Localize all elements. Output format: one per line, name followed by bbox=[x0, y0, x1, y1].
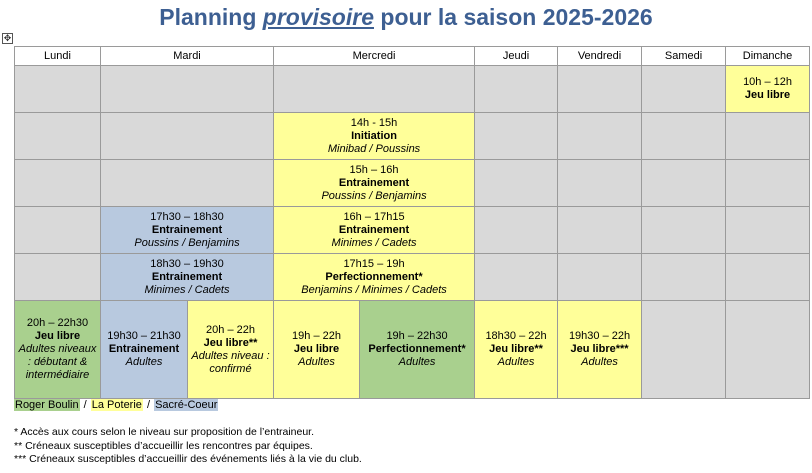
empty-slot bbox=[726, 160, 810, 207]
slot-time: 18h30 – 19h30 bbox=[150, 257, 224, 270]
slot-time: 14h - 15h bbox=[350, 116, 398, 129]
slot-title: Entrainement bbox=[151, 270, 223, 283]
empty-slot bbox=[642, 254, 726, 301]
empty-slot bbox=[475, 66, 558, 113]
empty-slot bbox=[475, 207, 558, 254]
table-row bbox=[15, 254, 810, 301]
slot-mercredi-entrainement-2 bbox=[274, 207, 475, 254]
empty-slot bbox=[558, 254, 642, 301]
day-header-mercredi: Mercredi bbox=[274, 47, 475, 66]
slot-group: Adultes bbox=[125, 356, 163, 368]
slot-time: 19h30 – 22h bbox=[568, 330, 631, 342]
slot-time: 19h – 22h bbox=[292, 330, 341, 342]
slot-group: Minimes / Cadets bbox=[144, 283, 230, 296]
slot-mercredi-jeu-libre bbox=[274, 301, 360, 399]
footnotes bbox=[14, 426, 362, 467]
slot-time: 20h – 22h30 bbox=[26, 317, 89, 329]
slot-title: Entrainement bbox=[338, 176, 410, 189]
venue-legend bbox=[14, 399, 218, 412]
slot-mardi-entrainement-2 bbox=[101, 254, 274, 301]
empty-slot bbox=[274, 66, 475, 113]
legend-separator: / bbox=[80, 399, 90, 411]
day-header-samedi: Samedi bbox=[642, 47, 726, 66]
page-title: Planning provisoire pour la saison 2025-2026 bbox=[159, 4, 653, 30]
day-header-lundi: Lundi bbox=[15, 47, 101, 66]
empty-slot bbox=[642, 66, 726, 113]
slot-title: Entrainement bbox=[108, 343, 180, 355]
slot-title: Initiation bbox=[351, 129, 397, 142]
empty-slot bbox=[15, 254, 101, 301]
slot-group: Minibad / Poussins bbox=[327, 142, 421, 155]
slot-time: 17h15 – 19h bbox=[343, 257, 405, 270]
empty-slot bbox=[101, 66, 274, 113]
empty-slot bbox=[642, 160, 726, 207]
slot-group: Minimes / Cadets bbox=[331, 236, 417, 249]
empty-slot bbox=[101, 113, 274, 160]
table-row bbox=[15, 113, 810, 160]
slot-group: Adultes niveau : confirmé bbox=[191, 349, 270, 375]
table-move-handle-icon[interactable]: ✥ bbox=[3, 33, 12, 43]
day-header-dimanche: Dimanche bbox=[726, 47, 810, 66]
slot-dimanche-jeu-libre bbox=[726, 66, 810, 113]
footnote: * Accès aux cours selon le niveau sur proposition de l’entraineur. bbox=[14, 426, 315, 438]
table-row bbox=[15, 301, 810, 399]
day-header-vendredi: Vendredi bbox=[558, 47, 642, 66]
empty-slot bbox=[726, 207, 810, 254]
slot-title: Perfectionnement* bbox=[368, 343, 466, 355]
empty-slot bbox=[15, 160, 101, 207]
slot-jeudi-jeu-libre bbox=[475, 301, 558, 399]
schedule-table bbox=[14, 46, 810, 399]
slot-time: 10h – 12h bbox=[743, 76, 792, 88]
empty-slot bbox=[642, 301, 726, 399]
table-row bbox=[15, 160, 810, 207]
title-emphasis: provisoire bbox=[262, 4, 374, 30]
day-header-jeudi: Jeudi bbox=[475, 47, 558, 66]
empty-slot bbox=[15, 207, 101, 254]
empty-slot bbox=[642, 113, 726, 160]
empty-slot bbox=[558, 66, 642, 113]
legend-roger-boulin: Roger Boulin bbox=[15, 399, 79, 411]
empty-slot bbox=[558, 207, 642, 254]
slot-title: Jeu libre*** bbox=[570, 343, 629, 355]
legend-sacre-coeur: Sacré-Coeur bbox=[155, 399, 218, 411]
slot-group: Adultes bbox=[298, 356, 335, 368]
slot-time: 16h – 17h15 bbox=[343, 210, 405, 223]
slot-title: Jeu libre bbox=[293, 343, 340, 355]
footnote: *** Créneaux susceptibles d’accueillir des événements liés à la vie du club. bbox=[14, 453, 362, 465]
slot-title: Jeu libre bbox=[744, 89, 791, 101]
slot-title: Entrainement bbox=[151, 223, 223, 236]
header-row bbox=[15, 47, 810, 66]
slot-time: 17h30 – 18h30 bbox=[150, 210, 224, 223]
slot-mardi-entrainement-1 bbox=[101, 207, 274, 254]
table-row bbox=[15, 207, 810, 254]
empty-slot bbox=[726, 113, 810, 160]
empty-slot bbox=[15, 66, 101, 113]
slot-group: Adultes bbox=[497, 356, 535, 368]
slot-time: 20h – 22h bbox=[206, 323, 255, 336]
slot-group: Adultes bbox=[398, 356, 436, 368]
legend-la-poterie: La Poterie bbox=[91, 399, 142, 411]
table-row bbox=[15, 66, 810, 113]
slot-group: Adultes bbox=[581, 356, 618, 368]
slot-group: Adultes niveaux : débutant & intermédiaire bbox=[18, 343, 97, 381]
day-header-mardi: Mardi bbox=[101, 47, 274, 66]
slot-group: Poussins / Benjamins bbox=[321, 189, 427, 202]
empty-slot bbox=[726, 254, 810, 301]
slot-group: Benjamins / Minimes / Cadets bbox=[301, 283, 447, 296]
empty-slot bbox=[475, 254, 558, 301]
slot-mardi-jeu-libre bbox=[188, 301, 274, 399]
slot-group: Poussins / Benjamins bbox=[134, 236, 240, 249]
slot-time: 18h30 – 22h bbox=[485, 330, 547, 342]
slot-time: 19h – 22h30 bbox=[386, 330, 448, 342]
slot-mercredi-perfectionnement bbox=[274, 254, 475, 301]
slot-time: 19h30 – 21h30 bbox=[107, 330, 181, 342]
empty-slot bbox=[101, 160, 274, 207]
empty-slot bbox=[642, 207, 726, 254]
slot-title: Jeu libre bbox=[34, 330, 81, 342]
slot-lundi-jeu-libre bbox=[15, 301, 101, 399]
empty-slot bbox=[726, 301, 810, 399]
slot-mercredi-perfectionnement-adultes bbox=[360, 301, 475, 399]
slot-title: Jeu libre** bbox=[203, 336, 258, 349]
slot-title: Jeu libre** bbox=[489, 343, 543, 355]
empty-slot bbox=[475, 160, 558, 207]
slot-mercredi-initiation bbox=[274, 113, 475, 160]
empty-slot bbox=[558, 113, 642, 160]
empty-slot bbox=[475, 113, 558, 160]
empty-slot bbox=[15, 113, 101, 160]
legend-separator: / bbox=[143, 399, 154, 411]
slot-time: 15h – 16h bbox=[349, 163, 399, 176]
slot-vendredi-jeu-libre bbox=[558, 301, 642, 399]
slot-title: Entrainement bbox=[338, 223, 410, 236]
footnote: ** Créneaux susceptibles d’accueillir les rencontres par équipes. bbox=[14, 439, 313, 452]
slot-mercredi-entrainement-1 bbox=[274, 160, 475, 207]
slot-title: Perfectionnement* bbox=[325, 270, 423, 283]
empty-slot bbox=[558, 160, 642, 207]
slot-mardi-entrainement-adultes bbox=[101, 301, 188, 399]
